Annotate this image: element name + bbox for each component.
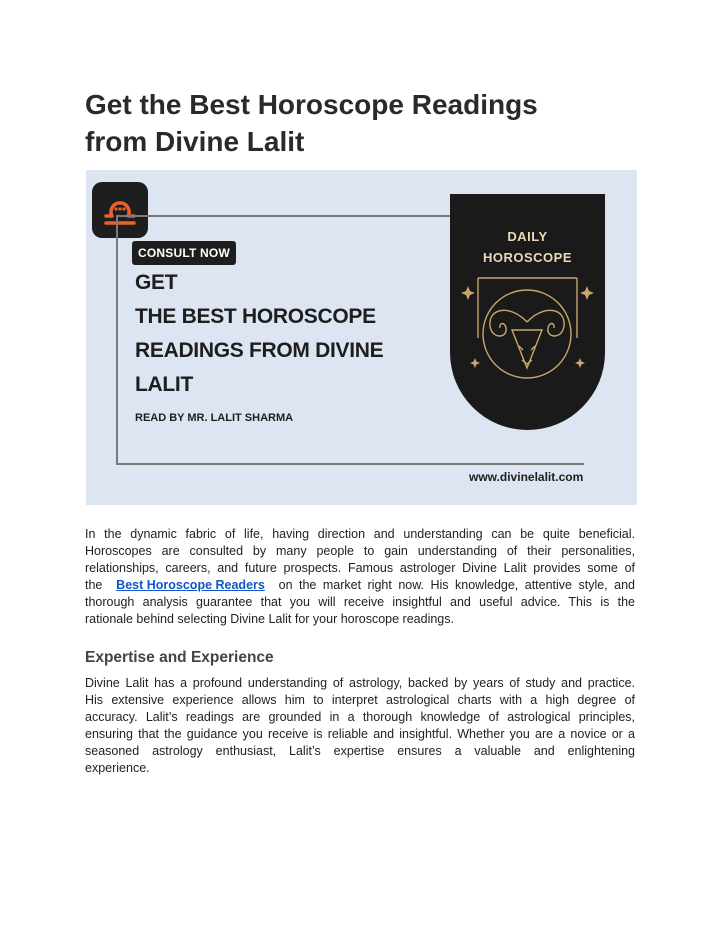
- title-line-1: Get the Best Horoscope Readings: [85, 89, 538, 120]
- read-by-credit: READ BY MR. LALIT SHARMA: [135, 412, 294, 424]
- intro-line-5: thorough analysis guarantee that you will receive insightful and useful advice. This is the: [85, 595, 635, 609]
- intro-line-4: [85, 577, 635, 594]
- expertise-line-2: His extensive experience allows him to interpret astrological charts with a high degree of: [85, 693, 635, 707]
- card-title: [450, 226, 605, 268]
- intro-line-4-end: on the market right now. His knowledge, attentive style, and: [278, 578, 635, 592]
- daily-horoscope-card: [450, 194, 605, 430]
- headline-line-2: THE BEST HOROSCOPE: [135, 305, 376, 328]
- expertise-line-4: ensuring that the guidance you receive is reliable and insightful. Whether you are a novice or a: [85, 727, 635, 741]
- expertise-heading: Expertise and Experience: [85, 649, 274, 666]
- card-title-line-2: HOROSCOPE: [482, 250, 572, 265]
- expertise-line-3: accuracy. Lalit’s readings are grounded in a thorough knowledge of astrological principles,: [85, 710, 635, 724]
- expertise-line-5: seasoned astrology enthusiast, Lalit’s expertise ensures a valuable and enlightening: [85, 744, 635, 758]
- website-url: www.divinelalit.com: [469, 470, 584, 484]
- headline-line-1: GET: [135, 271, 178, 294]
- headline-line-4: LALIT: [135, 373, 193, 396]
- intro-line-1: In the dynamic fabric of life, having direction and understanding can be quite beneficial.: [85, 527, 635, 541]
- promo-banner-image: [86, 170, 637, 505]
- card-title-line-1: DAILY: [507, 229, 548, 244]
- headline-line-3: READINGS FROM DIVINE: [135, 339, 384, 362]
- best-horoscope-readers-link[interactable]: Best Horoscope Readers: [116, 578, 265, 592]
- intro-line-4-start: the: [85, 578, 103, 592]
- title-line-2: from Divine Lalit: [85, 126, 305, 157]
- expertise-line-1: Divine Lalit has a profound understanding of astrology, backed by years of study and practice.: [85, 676, 635, 690]
- banner-headline: [135, 266, 455, 402]
- expertise-line-6: experience.: [85, 761, 150, 775]
- intro-line-3: relationships, careers, and future prospects. Famous astrologer Divine Lalit provides some of: [85, 561, 635, 575]
- intro-line-2: Horoscopes are consulted by many people to gain understanding of their personalities,: [85, 544, 635, 558]
- intro-paragraph: [85, 526, 635, 628]
- document-title: [85, 86, 645, 160]
- expertise-paragraph: [85, 675, 635, 777]
- intro-line-6: rationale behind selecting Divine Lalit for your horoscope readings.: [85, 612, 454, 626]
- consult-now-badge: CONSULT NOW: [132, 241, 236, 265]
- aries-ram-icon: [450, 264, 605, 394]
